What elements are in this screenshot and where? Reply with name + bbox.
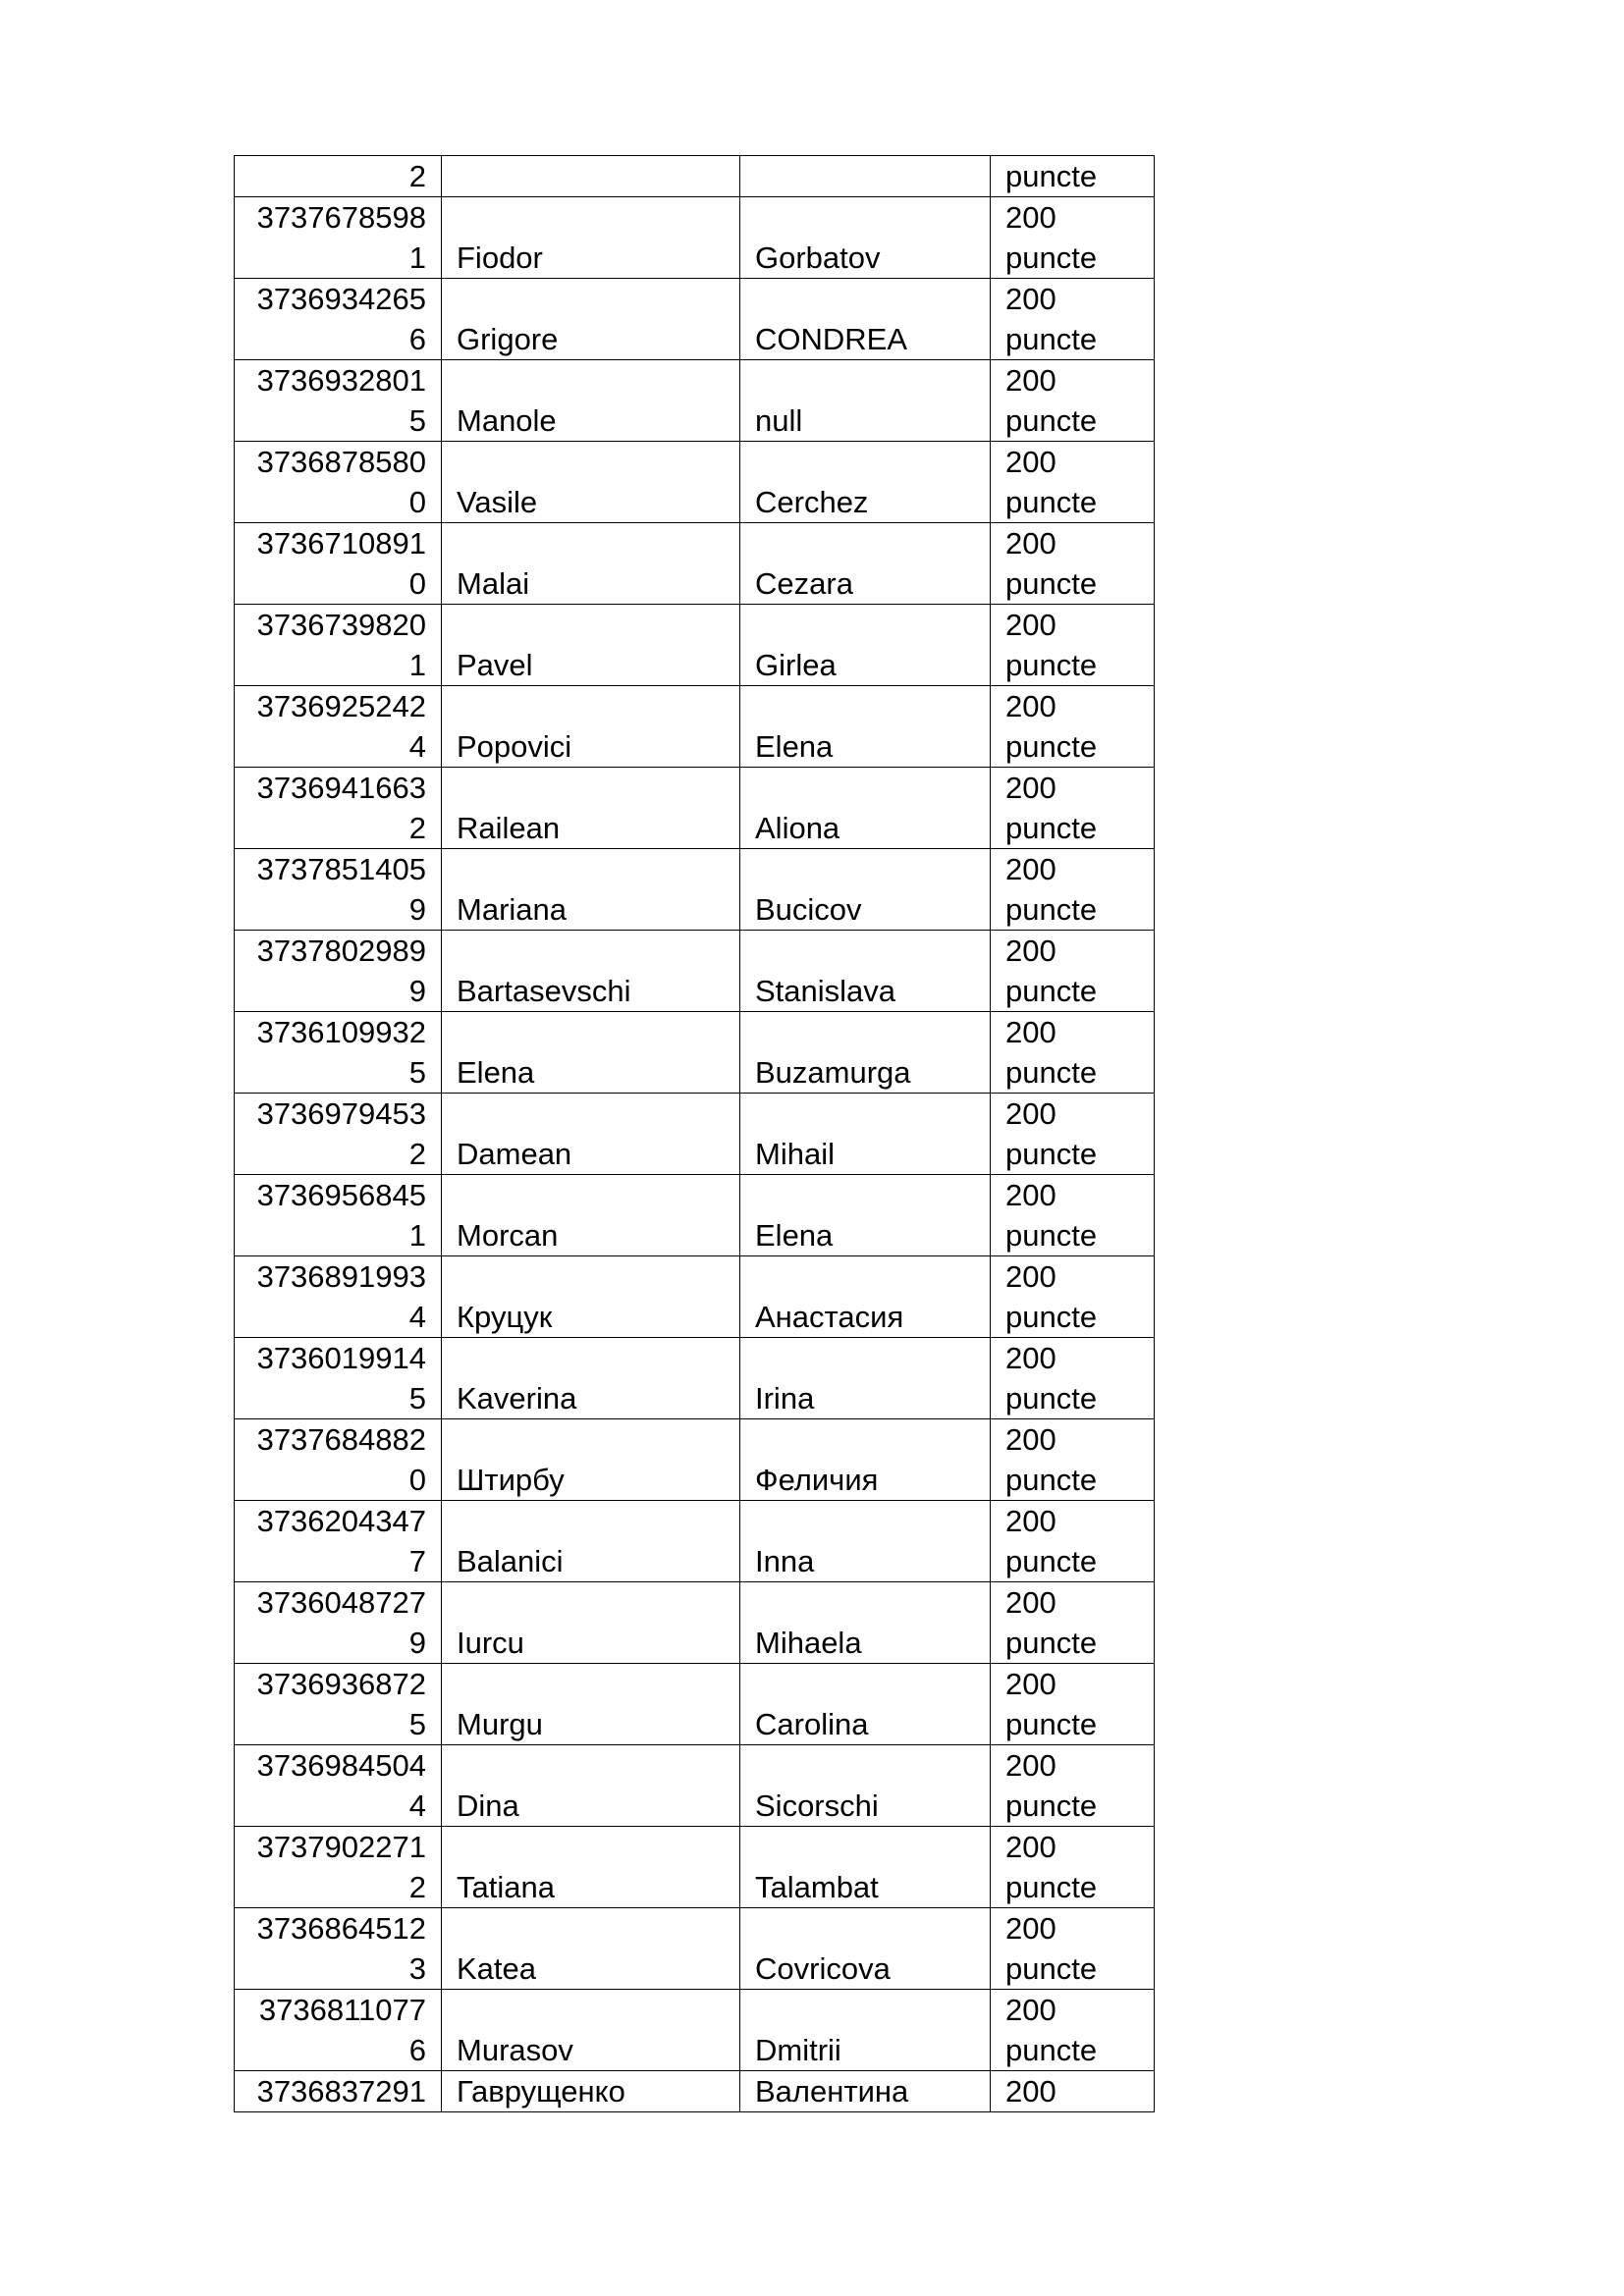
last-name-cell: Covricova (740, 1908, 991, 1990)
points-cell: 200 puncte (991, 768, 1155, 849)
id-cell: 3737902271 2 (235, 1827, 442, 1908)
last-name-cell: Mihaela (740, 1582, 991, 1664)
first-name-cell: Vasile (442, 442, 740, 523)
points-cell: 200 puncte (991, 1908, 1155, 1990)
last-name-cell: Mihail (740, 1094, 991, 1175)
table-row (235, 1745, 1155, 1827)
points-cell: 200 puncte (991, 1827, 1155, 1908)
table-row (235, 686, 1155, 768)
last-name-cell: Bucicov (740, 849, 991, 931)
last-name-cell: Talambat (740, 1827, 991, 1908)
table-row (235, 1827, 1155, 1908)
last-name-cell: Elena (740, 686, 991, 768)
points-cell: 200 puncte (991, 197, 1155, 279)
table-row (235, 279, 1155, 360)
last-name-cell: Elena (740, 1175, 991, 1256)
id-cell: 3736979453 2 (235, 1094, 442, 1175)
first-name-cell: Tatiana (442, 1827, 740, 1908)
id-cell: 3736204347 7 (235, 1501, 442, 1582)
table-row (235, 1175, 1155, 1256)
first-name-cell: Iurcu (442, 1582, 740, 1664)
last-name-cell: null (740, 360, 991, 442)
points-cell: 200 puncte (991, 1256, 1155, 1338)
points-cell: 200 puncte (991, 523, 1155, 605)
points-cell: puncte (991, 156, 1155, 197)
last-name-cell: Inna (740, 1501, 991, 1582)
table-row (235, 1990, 1155, 2071)
id-cell: 3736932801 5 (235, 360, 442, 442)
last-name-cell: Cezara (740, 523, 991, 605)
table-row (235, 1012, 1155, 1094)
id-cell: 3736739820 1 (235, 605, 442, 686)
table-row (235, 1338, 1155, 1419)
points-cell: 200 puncte (991, 1501, 1155, 1582)
table-row (235, 1094, 1155, 1175)
last-name-cell: Cerchez (740, 442, 991, 523)
first-name-cell: Bartasevschi (442, 931, 740, 1012)
id-cell: 3736811077 6 (235, 1990, 442, 2071)
points-cell: 200 puncte (991, 279, 1155, 360)
points-cell: 200 puncte (991, 1012, 1155, 1094)
first-name-cell: Mariana (442, 849, 740, 931)
points-cell: 200 puncte (991, 1175, 1155, 1256)
id-cell: 3736048727 9 (235, 1582, 442, 1664)
points-cell: 200 puncte (991, 1990, 1155, 2071)
first-name-cell: Popovici (442, 686, 740, 768)
id-cell: 3737684882 0 (235, 1419, 442, 1501)
first-name-cell: Murgu (442, 1664, 740, 1745)
points-cell: 200 puncte (991, 1664, 1155, 1745)
last-name-cell: Stanislava (740, 931, 991, 1012)
id-cell: 3736019914 5 (235, 1338, 442, 1419)
table-row (235, 768, 1155, 849)
id-cell: 3736936872 5 (235, 1664, 442, 1745)
table-row (235, 1419, 1155, 1501)
first-name-cell: Katea (442, 1908, 740, 1990)
first-name-cell: Morcan (442, 1175, 740, 1256)
last-name-cell: Феличия (740, 1419, 991, 1501)
points-cell: 200 puncte (991, 360, 1155, 442)
last-name-cell: Sicorschi (740, 1745, 991, 1827)
id-cell: 3736710891 0 (235, 523, 442, 605)
id-cell: 3736934265 6 (235, 279, 442, 360)
last-name-cell: CONDREA (740, 279, 991, 360)
table-row (235, 360, 1155, 442)
table-row (235, 1501, 1155, 1582)
points-cell: 200 puncte (991, 686, 1155, 768)
table-row (235, 197, 1155, 279)
table-row (235, 442, 1155, 523)
first-name-cell: Murasov (442, 1990, 740, 2071)
last-name-cell: Irina (740, 1338, 991, 1419)
first-name-cell: Malai (442, 523, 740, 605)
table-row (235, 1256, 1155, 1338)
last-name-cell: Buzamurga (740, 1012, 991, 1094)
id-cell: 3737851405 9 (235, 849, 442, 931)
points-cell: 200 puncte (991, 605, 1155, 686)
last-name-cell: Анастасия (740, 1256, 991, 1338)
points-cell: 200 puncte (991, 1338, 1155, 1419)
first-name-cell: Elena (442, 1012, 740, 1094)
first-name-cell: Railean (442, 768, 740, 849)
id-cell: 3736864512 3 (235, 1908, 442, 1990)
first-name-cell: Штирбу (442, 1419, 740, 1501)
id-cell: 3736109932 5 (235, 1012, 442, 1094)
points-cell: 200 puncte (991, 1582, 1155, 1664)
id-cell: 3736984504 4 (235, 1745, 442, 1827)
first-name-cell: Damean (442, 1094, 740, 1175)
table-row-last (235, 2071, 1155, 2112)
points-cell: 200 puncte (991, 931, 1155, 1012)
points-cell: 200 puncte (991, 849, 1155, 931)
first-name-cell: Manole (442, 360, 740, 442)
points-cell: 200 puncte (991, 442, 1155, 523)
last-name-cell: Gorbatov (740, 197, 991, 279)
first-name-cell (442, 156, 740, 197)
points-cell: 200 puncte (991, 1419, 1155, 1501)
first-name-cell: Balanici (442, 1501, 740, 1582)
table-row (235, 1908, 1155, 1990)
last-name-cell: Валентина (740, 2071, 991, 2112)
first-name-cell: Dina (442, 1745, 740, 1827)
last-name-cell (740, 156, 991, 197)
table-row (235, 1664, 1155, 1745)
id-cell: 2 (235, 156, 442, 197)
first-name-cell: Fiodor (442, 197, 740, 279)
id-cell: 3736878580 0 (235, 442, 442, 523)
participants-table (234, 155, 1155, 2112)
id-cell: 3736925242 4 (235, 686, 442, 768)
id-cell: 3736891993 4 (235, 1256, 442, 1338)
table-row (235, 931, 1155, 1012)
first-name-cell: Kaverina (442, 1338, 740, 1419)
table-row (235, 1582, 1155, 1664)
first-name-cell: Круцук (442, 1256, 740, 1338)
table-row (235, 523, 1155, 605)
points-cell: 200 puncte (991, 1094, 1155, 1175)
id-cell: 3737802989 9 (235, 931, 442, 1012)
first-name-cell: Pavel (442, 605, 740, 686)
last-name-cell: Aliona (740, 768, 991, 849)
id-cell: 3736941663 2 (235, 768, 442, 849)
id-cell: 3736837291 (235, 2071, 442, 2112)
last-name-cell: Girlea (740, 605, 991, 686)
first-name-cell: Гаврущенко (442, 2071, 740, 2112)
points-cell: 200 (991, 2071, 1155, 2112)
table-row-continued (235, 156, 1155, 197)
table-row (235, 605, 1155, 686)
id-cell: 3736956845 1 (235, 1175, 442, 1256)
points-cell: 200 puncte (991, 1745, 1155, 1827)
last-name-cell: Dmitrii (740, 1990, 991, 2071)
id-cell: 3737678598 1 (235, 197, 442, 279)
first-name-cell: Grigore (442, 279, 740, 360)
table-row (235, 849, 1155, 931)
last-name-cell: Carolina (740, 1664, 991, 1745)
